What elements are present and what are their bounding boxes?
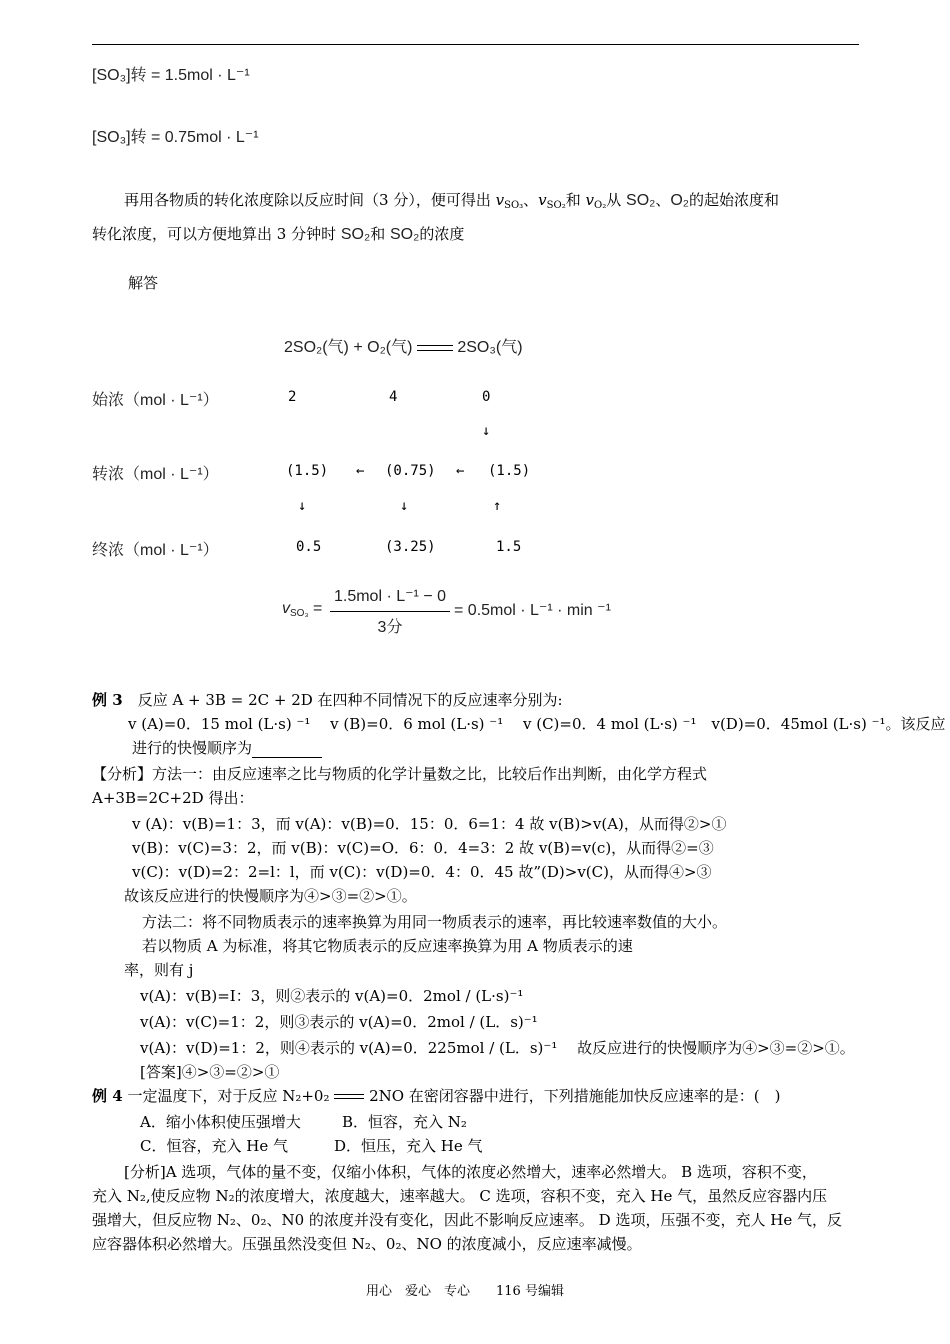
converted-so2: (1.5) [286,463,329,479]
method1-line-1: v (A)：v(B)=1：3，而 v(A)：v(B)=0．15：0．6=1：4 故 v(B)>v(A)，从而得②>① [132,815,727,833]
equilibrium-arrow-icon [417,343,453,353]
initial-so3: 0 [482,389,491,405]
equilibrium-arrow-icon [334,1093,364,1101]
method1-line-3: v(C)：v(D)=2：2=l：l，而 v(C)：v(D)=0．4：0．45 故”(D)>v(C)，从而得④>③ [132,863,712,881]
row-label-final: 终浓（mol · L⁻¹） [92,542,219,559]
converted-so3: (1.5) [488,463,531,479]
answer-label: 解答 [128,274,159,292]
method2-line-6: v(A)：v(D)=1：2，则④表示的 v(A)=0．225mol / (L．s)⁻¹ 故反应进行的快慢顺序为④>③=②>①。 [140,1039,855,1057]
rate-denominator: 3分 [377,619,403,636]
final-so3: 1.5 [496,539,522,555]
option-c: C．恒容，充入 He 气 [140,1137,288,1155]
example-3-rates: v (A)=0．15 mol (L·s) ⁻¹ v (B)=0．6 mol (L·s) ⁻¹ v (C)=0．4 mol (L·s) ⁻¹ v(D)=0．45mol (L·s) ⁻¹。该反应 [128,715,946,733]
method2-line-5: v(A)：v(C)=1：2，则③表示的 v(A)=0．2mol / (L．s)⁻¹ [140,1013,538,1031]
example-3-answer: [答案]④>③=②>① [140,1063,280,1081]
rate-numerator: 1.5mol · L⁻¹ − 0 [333,588,447,605]
method2-line-2: 若以物质 A 为标准，将其它物质表示的反应速率换算为用 A 物质表示的速 [142,937,633,955]
left-arrow-icon: ← [456,463,465,479]
up-arrow-icon: ↑ [493,498,502,514]
formula-so3-conversion-2: [SO₃]转 = 0.75mol · L⁻¹ [92,129,259,146]
rate-rhs: = 0.5mol · L⁻¹ · min ⁻¹ [454,602,611,619]
example-3-analysis-2: A+3B=2C+2D 得出： [92,789,254,807]
down-arrow-icon: ↓ [298,498,307,514]
method1-line-4: 故该反应进行的快慢顺序为④>③=②>①。 [124,887,417,905]
method2-line-4: v(A)：v(B)=I：3，则②表示的 v(A)=0．2mol / (L·s)⁻¹ [140,987,524,1005]
final-so2: 0.5 [296,539,322,555]
reaction-equation: 2SO₂(气) + O₂(气) 2SO₃(气) [284,339,523,356]
answer-blank [252,741,322,758]
row-label-initial: 始浓（mol · L⁻¹） [92,392,219,409]
initial-so2: 2 [288,389,297,405]
example-4-analysis-2: 充入 N₂,使反应物 N₂的浓度增大，浓度越大，速率越大。 C 选项，容积不变，充入 He 气，虽然反应容器内压 [92,1187,828,1205]
down-arrow-icon: ↓ [400,498,409,514]
fraction-bar [330,611,450,612]
page-footer: 用心 爱心 专心 116 号编辑 [366,1284,564,1299]
paragraph-line-2: 转化浓度，可以方便地算出 3 分钟时 SO₂和 SO₂的浓度 [92,225,465,243]
formula-so3-conversion-1: [SO₃]转 = 1.5mol · L⁻¹ [92,67,250,84]
header-rule [92,44,859,45]
example-3-analysis-1: 【分析】方法一：由反应速率之比与物质的化学计量数之比，比较后作出判断，由化学方程式 [92,765,708,783]
left-arrow-icon: ← [356,463,365,479]
example-3-title: 例 3 反应 A + 3B = 2C + 2D 在四种不同情况下的反应速率分别为: [92,691,563,709]
paragraph-line-1: 再用各物质的转化浓度除以反应时间（3 分），便可得出 $v_{SO_3}$、$v_{SO_2}$和 $v_{O_2}$从 SO₂、O₂的起始浓度和 [124,191,780,211]
option-b: B．恒容，充入 N₂ [342,1113,467,1131]
example-4-title: 例 4 一定温度下，对于反应 N₂+0₂ 2NO 在密闭容器中进行，下列措施能加快反应速率的是：( ) [92,1087,781,1105]
example-4-analysis-4: 应容器体积必然增大。压强虽然没变但 N₂、0₂、NO 的浓度减小，反应速率减慢。 [92,1235,642,1253]
method1-line-2: v(B)：v(C)=3：2，而 v(B)：v(C)=O．6：0．4=3：2 故 v(B)=v(c)，从而得②=③ [132,839,714,857]
method2-line-3: 率，则有 j [124,961,194,979]
example-4-analysis-3: 强增大，但反应物 N₂、0₂、N0 的浓度并没有变化，因此不影响反应速率。 D 选项，压强不变，充人 He 气，反 [92,1211,842,1229]
rate-lhs: $v_{SO_3}$ = [282,600,323,619]
option-a: A．缩小体积使压强增大 [140,1113,301,1131]
initial-o2: 4 [389,389,398,405]
option-d: D．恒压，充入 He 气 [334,1137,483,1155]
down-arrow-icon: ↓ [482,423,491,439]
method2-line-1: 方法二：将不同物质表示的速率换算为用同一物质表示的速率，再比较速率数值的大小。 [142,913,728,931]
example-3-question: 进行的快慢顺序为 [132,738,322,758]
row-label-converted: 转浓（mol · L⁻¹） [92,466,219,483]
final-o2: (3.25) [385,539,436,555]
example-4-analysis-1: [分析]A 选项，气体的量不变，仅缩小体积，气体的浓度必然增大，速率必然增大。 B 选项，容积不变， [124,1163,817,1181]
converted-o2: (0.75) [385,463,436,479]
